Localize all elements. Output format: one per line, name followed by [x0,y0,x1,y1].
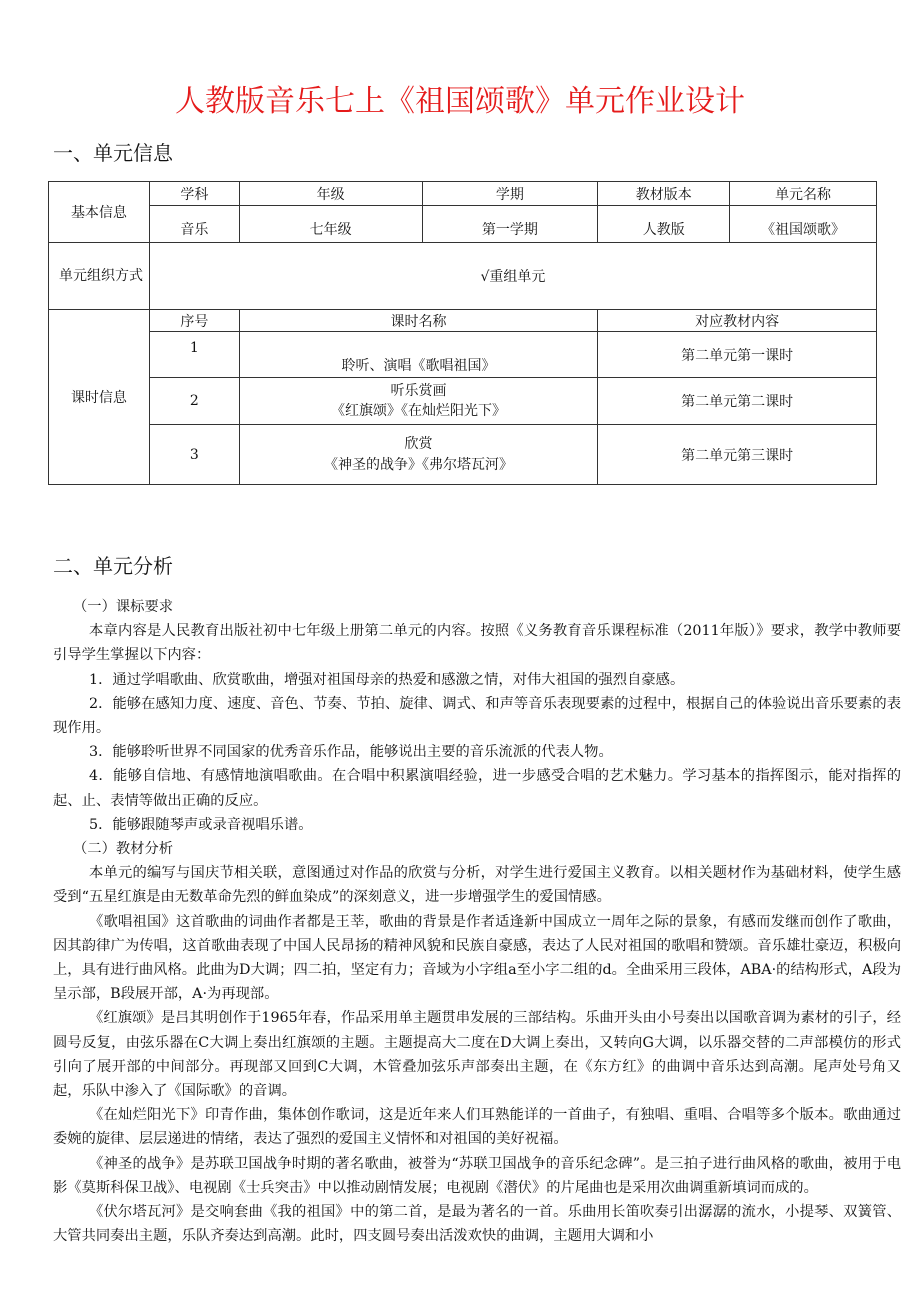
paragraph: 《在灿烂阳光下》印青作曲，集体创作歌词，这是近年来人们耳熟能详的一首曲子，有独唱、重唱、合唱等多个版本。歌曲通过委婉的旋律、层层递进的情绪，表达了强烈的爱国主义情怀和对祖国的美好祝福。 [53,1107,901,1148]
table-row [49,425,877,485]
lesson-info-label: 课时信息 [49,310,150,485]
list-item: 4．能够自信地、有感情地演唱歌曲。在合唱中积累演唱经验，进一步感受合唱的艺术魅力。学习基本的指挥图示，能对指挥的起、止、表情等做出正确的反应。 [53,768,901,809]
table-row [49,243,877,310]
paragraph: 《伏尔塔瓦河》是交响套曲《我的祖国》中的第二首，是最为著名的一首。乐曲用长笛吹奏引出潺潺的流水，小提琴、双簧管、大管共同奏出主题，乐队齐奏达到高潮。此时，四支圆号奏出活泼欢快的曲调，主题用大调和小 [53,1204,901,1245]
paragraph: 本单元的编写与国庆节相关联，意图通过对作品的欣赏与分析，对学生进行爱国主义教育。以相关题材作为基础材料，使学生感受到“五星红旗是由无数革命先烈的鲜血染成”的深刻意义，进一步增强学生的爱国情感。 [53,865,901,906]
lesson-name [239,425,598,485]
section-heading-unit-analysis: 二、单元分析 [53,554,173,578]
lesson-content: 第二单元第一课时 [598,332,877,378]
header-textbook-content: 对应教材内容 [598,310,877,332]
subheading-curriculum: （一）课标要求 [73,599,174,615]
header-edition: 教材版本 [598,182,730,206]
unit-analysis-body [53,595,901,1248]
lesson-name-line2: 《神圣的战争》《弗尔塔瓦河》 [324,456,514,473]
unit-info-table [48,181,877,485]
lesson-name-line1: 听乐赏画 [390,383,447,399]
header-term: 学期 [422,182,598,206]
value-term: 第一学期 [422,206,598,243]
lesson-name-line2: 《红旗颂》《在灿烂阳光下》 [331,403,507,419]
table-row [49,378,877,425]
table-row [49,332,877,378]
table-row [49,206,877,243]
paragraph: 本章内容是人民教育出版社初中七年级上册第二单元的内容。按照《义务教育音乐课程标准（2011年版）》要求，教学中教师要引导学生掌握以下内容： [53,623,901,664]
value-grade: 七年级 [239,206,422,243]
lesson-name [239,378,598,425]
header-grade: 年级 [239,182,422,206]
basic-info-label: 基本信息 [49,182,150,243]
lesson-content: 第二单元第三课时 [598,425,877,485]
list-item: 5．能够跟随琴声或录音视唱乐谱。 [89,816,313,833]
list-item: 2．能够在感知力度、速度、音色、节奏、节拍、旋律、调式、和声等音乐表现要素的过程中，根据自己的体验说出音乐要素的表现作用。 [53,695,901,737]
paragraph: 《歌唱祖国》这首歌曲的词曲作者都是王莘，歌曲的背景是作者适逢新中国成立一周年之际的景象，有感而发继而创作了歌曲，因其韵律广为传唱，这首歌曲表现了中国人民昂扬的精神风貌和民族自豪感，表达了人民对祖国的歌唱和赞颂。音乐雄壮豪迈，积极向上，具有进行曲风格。此曲为D大调；四二拍，坚定有力；音域为小字组a至小字二组的d。全曲采用三段体，ABA·的结构形式，A段为呈示部，B段展开部，A·为再现部。 [53,913,901,1003]
org-value: √重组单元 [149,243,876,310]
table-row [49,310,877,332]
list-item: 1．通过学唱歌曲、欣赏歌曲，增强对祖国母亲的热爱和感激之情，对伟大祖国的强烈自豪感。 [89,671,685,688]
value-edition: 人教版 [598,206,730,243]
lesson-num: 2 [149,378,239,425]
lesson-num: 3 [149,425,239,485]
lesson-name: 聆听、演唱《歌唱祖国》 [239,332,598,378]
list-item: 3．能够聆听世界不同国家的优秀音乐作品，能够说出主要的音乐流派的代表人物。 [89,744,613,761]
header-seq: 序号 [149,310,239,332]
table-row [49,182,877,206]
subheading-textbook-analysis: （二）教材分析 [73,841,174,858]
paragraph: 《神圣的战争》是苏联卫国战争时期的著名歌曲，被誉为“苏联卫国战争的音乐纪念碑”。是三拍子进行曲风格的歌曲，被用于电影《莫斯科保卫战》、电视剧《士兵突击》中以推动剧情发展；电视剧《潜伏》的片尾曲也是采用次曲调重新填词而成的。 [53,1155,901,1196]
section-heading-unit-info: 一、单元信息 [53,141,173,165]
lesson-name-line1: 欣赏 [404,435,433,452]
org-label: 单元组织方式 [49,243,150,310]
lesson-content: 第二单元第二课时 [598,378,877,425]
value-subject: 音乐 [149,206,239,243]
document-title: 人教版音乐七上《祖国颂歌》单元作业设计 [175,84,745,119]
header-subject: 学科 [149,182,239,206]
paragraph: 《红旗颂》是吕其明创作于1965年春，作品采用单主题贯串发展的三部结构。乐曲开头由小号奏出以国歌音调为素材的引子，经圆号反复，由弦乐器在C大调上奏出红旗颂的主题。主题提高大二度在D大调上奏出，又转向G大调，以乐器交替的二声部模仿的形式引向了展开部的中间部分。再现部又回到C大调，木管叠加弦乐声部奏出主题，在《东方红》的曲调中音乐达到高潮。尾声处号角又起，乐队中渗入了《国际歌》的音调。 [53,1010,901,1100]
header-unit-name: 单元名称 [730,182,877,206]
header-lesson-name: 课时名称 [239,310,598,332]
value-unit-name: 《祖国颂歌》 [730,206,877,243]
lesson-num: 1 [149,332,239,378]
